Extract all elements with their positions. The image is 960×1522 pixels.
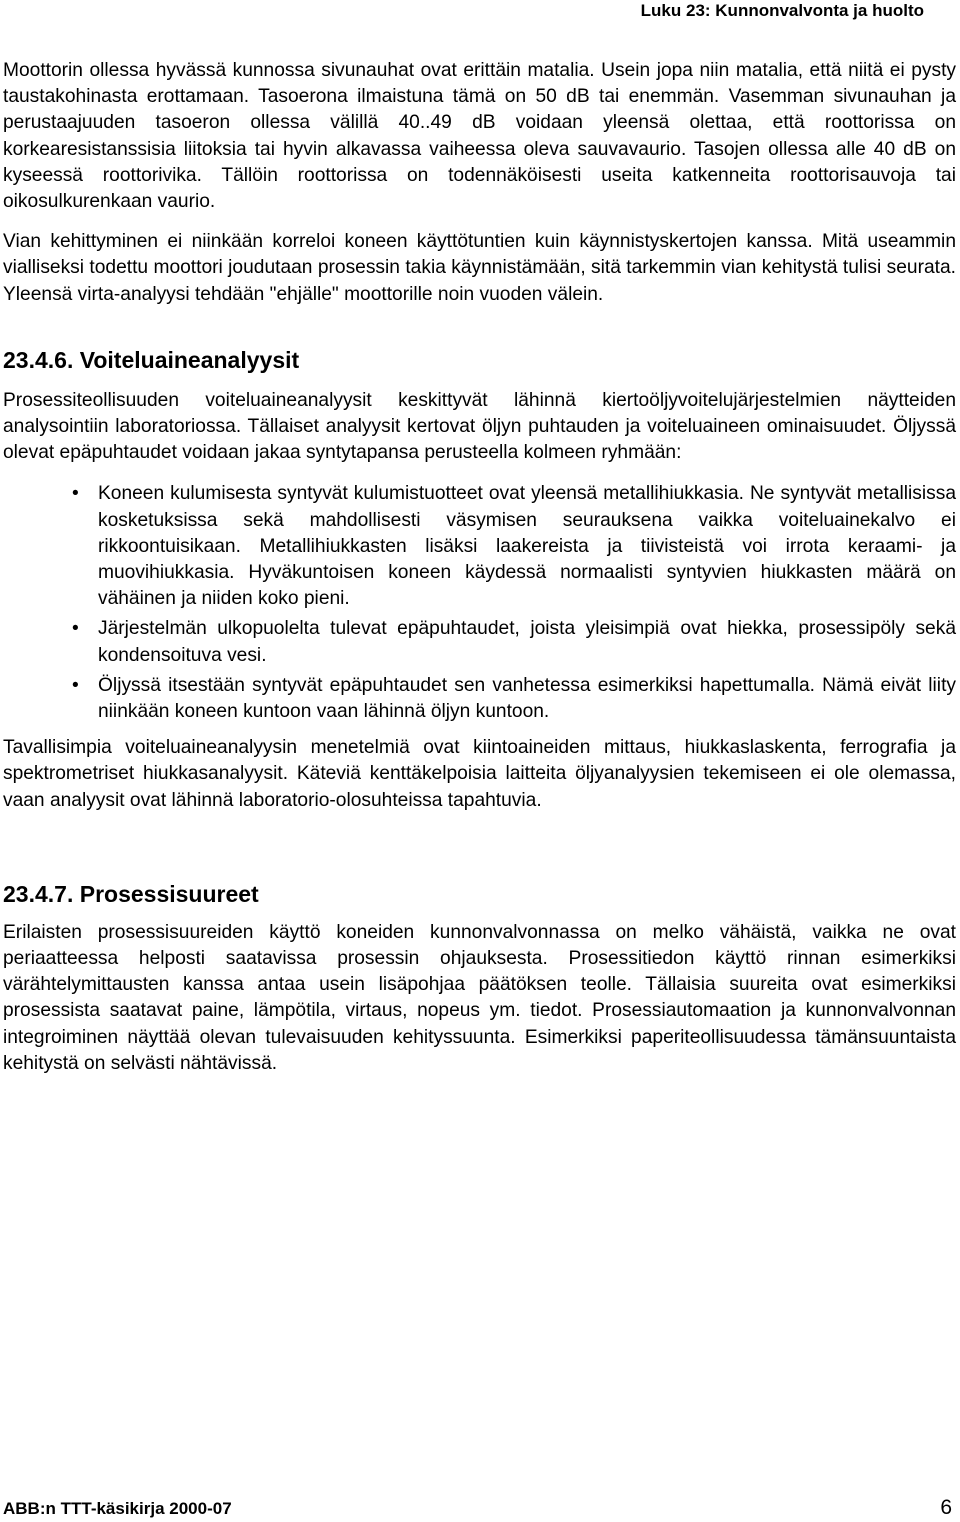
bullet-icon: • <box>72 674 79 696</box>
list-item-text: Öljyssä itsestään syntyvät epäpuhtaudet sen vanhetessa esimerkiksi hapettumalla. Nämä eivät liity niinkään koneen kuntoon vaan lähinnä öljyn kuntoon. <box>98 674 956 723</box>
list-item-text: Järjestelmän ulkopuolelta tulevat epäpuhtaudet, joista yleisimpiä ovat hiekka, prosessipöly sekä kondensoituva vesi. <box>98 618 956 666</box>
section-heading-lubricant-analysis: 23.4.6. Voiteluaineanalyysit <box>3 346 300 373</box>
impurity-list <box>3 481 956 725</box>
footer-book-title: ABB:n TTT-käsikirja 2000-07 <box>3 1499 232 1518</box>
bullet-icon: • <box>72 618 79 640</box>
section-heading-process-quantities: 23.4.7. Prosessisuureet <box>3 880 259 907</box>
bullet-icon: • <box>72 483 79 505</box>
paragraph-fault-development: Vian kehittyminen ei niinkään korreloi koneen käyttötuntien kuin käynnistyskertojen kanssa. Mitä useammin vialliseksi todettu moottori joudutaan prosessin takia käynnistämään, sitä tarkemmin vian kehitystä tulisi seurata. Yleensä virta-analyysi tehdään "ehjälle" moottorille noin vuoden välein. <box>3 231 956 305</box>
running-header: Luku 23: Kunnonvalvonta ja huolto <box>640 1 924 20</box>
list-item <box>72 481 956 612</box>
list-item <box>72 673 956 725</box>
paragraph-analysis-methods: Tavallisimpia voiteluaineanalyysin menetelmiä ovat kiintoaineiden mittaus, hiukkaslaskenta, ferrografia ja spektrometriset hiukkasanalyysit. Käteviä kenttäkelpoisia laitteita öljyanalyysien tekemiseen ei ole olemassa, vaan analyysit ovat lähinnä laboratorio-olosuhteissa tapahtuvia. <box>3 737 956 811</box>
paragraph-sideband-levels: Moottorin ollessa hyvässä kunnossa sivunauhat ovat erittäin matalia. Usein jopa niin matalia, että niitä ei pysty taustakohinasta erottamaan. Tasoerona ilmaistuna tämä on 50 dB tai enemmän. Vasemman sivunauhan ja perustaajuuden tasoeron ollessa välillä 40..49 dB voidaan yleensä olettaa, että roottorissa on korkearesistanssisia liitoksia tai hyvin alkavassa vaiheessa oleva sauvavaurio. Tasojen ollessa alle 40 dB on kyseessä roottorivika. Tällöin roottorissa on todennäköisesti useita katkenneita roottorisauvoja tai oikosulkurenkaan vaurio. <box>3 60 956 213</box>
list-item-text: Koneen kulumisesta syntyvät kulumistuotteet ovat yleensä metallihiukkasia. Ne syntyvät metallisissa kosketuksissa sekä mahdollisesti väsymisen seurauksena vaikka voiteluainekalvo ei rikkoontuisikaan. Metallihiukkasten lisäksi laakereista ja tiivisteistä voi irrota keraami- ja muovihiukkasia. Hyväkuntoisen koneen käydessä normaalisti syntyvien hiukkasten määrä on vähäinen ja niiden koko pieni. <box>98 483 956 610</box>
list-item <box>72 616 956 668</box>
page-number: 6 <box>940 1496 952 1519</box>
paragraph-lubricant-intro: Prosessiteollisuuden voiteluaineanalyysit keskittyvät lähinnä kiertoöljyvoitelujärjestelmien näytteiden analysointiin laboratoriossa. Tällaiset analyysit kertovat öljyn puhtauden ja voiteluaineen ominaisuudet. Öljyssä olevat epäpuhtaudet voidaan jakaa syntytapansa perusteella kolmeen ryhmään: <box>3 389 956 464</box>
page-body <box>3 58 956 1077</box>
paragraph-process-quantities: Erilaisten prosessisuureiden käyttö koneiden kunnonvalvonnassa on melko vähäistä, vaikka ne ovat periaatteessa helposti saatavissa prosessin ohjauksesta. Prosessitiedon käyttö rinnan esimerkiksi värähtelymittausten kanssa antaa usein lisäpohjaa päätöksen teolle. Tällaisia suureita ovat esimerkiksi prosessista saatavat paine, lämpötila, virtaus, nopeus ym. tiedot. Prosessiautomaation ja kunnonvalvonnan integroiminen näyttää olevan tulevaisuuden kehityssuunta. Esimerkiksi paperiteollisuudessa tämänsuuntaista kehitystä on selvästi nähtävissä. <box>3 921 956 1074</box>
